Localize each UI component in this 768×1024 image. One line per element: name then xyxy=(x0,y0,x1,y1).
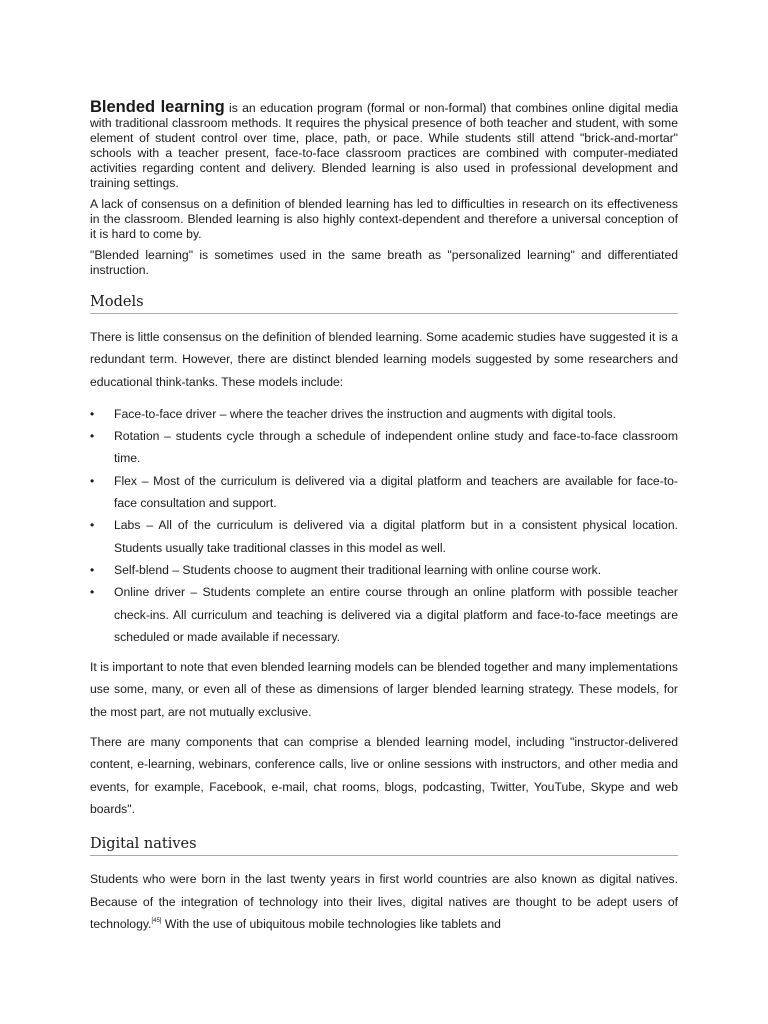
list-item xyxy=(90,403,678,425)
list-item xyxy=(90,514,678,559)
list-item-text: Rotation – students cycle through a schedule of independent online study and face-to-face classroom time. xyxy=(114,429,678,466)
intro-paragraph-1 xyxy=(90,100,678,191)
list-item xyxy=(90,559,678,581)
list-item-text: Labs – All of the curriculum is delivered via a digital platform but in a consistent physical location. Students usually take traditional classes in this model as well. xyxy=(114,518,678,555)
intro-paragraph-2: A lack of consensus on a definition of blended learning has led to difficulties in research on its effectiveness in the classroom. Blended learning is also highly context-dependent and therefore a universal conception of it is hard to come by. xyxy=(90,197,678,241)
digital-natives-text-b: With the use of ubiquitous mobile technologies like tablets and xyxy=(161,916,501,931)
lead-term: Blended learning xyxy=(90,98,225,116)
digital-natives-text-a: Students who were born in the last twenty years in first world countries are also known as digital natives. Because of the integration of technology into their lives, digital natives are thought to be adept users of technology. xyxy=(90,872,678,931)
models-list xyxy=(90,403,678,648)
list-item-text: Self-blend – Students choose to augment their traditional learning with online course work. xyxy=(114,562,602,577)
bullet-icon: • xyxy=(90,562,95,577)
citation-link[interactable]: [45] xyxy=(151,917,162,924)
digital-natives-heading: Digital natives xyxy=(90,836,678,856)
intro-text-a: is an education program (formal or non-formal) that combines online digital media with traditional classroom methods. It requires the physical presence of both teacher and student, with some element of student control over time, place, path, or pace. While students still attend "brick-and-mortar" schools with a teacher present, face-to-face classroom practices are combined with xyxy=(90,101,678,160)
intro-paragraph-3: "Blended learning" is sometimes used in the same breath as "personalized learning" and differentiated instruction. xyxy=(90,248,678,277)
computer-mediated-activities-link[interactable]: computer-mediated activities xyxy=(90,146,678,175)
document-page xyxy=(90,100,678,943)
models-components-paragraph: There are many components that can comprise a blended learning model, including "instructor-delivered content, e-learning, webinars, conference calls, live or online sessions with instructors, and other media and events, for example, Facebook, e-mail, chat rooms, blogs, podcasting, Twitter, YouTube, Skype and web boards". xyxy=(90,735,678,816)
list-item-text: Online driver – Students complete an entire course through an online platform with possible teacher check-ins. All curriculum and teaching is delivered via a digital platform and face-to-face meetings are scheduled or made available if necessary. xyxy=(114,585,678,644)
list-item-text: Face-to-face driver – where the teacher drives the instruction and augments with digital tools. xyxy=(114,406,616,421)
bullet-icon: • xyxy=(90,406,95,421)
models-heading: Models xyxy=(90,294,678,314)
digital-natives-paragraph xyxy=(90,868,678,935)
list-item xyxy=(90,425,678,470)
bullet-icon: • xyxy=(90,518,95,533)
bullet-icon: • xyxy=(90,473,95,488)
intro-text-b: regarding content and delivery. Blended learning is also used in professional development and training settings. xyxy=(90,161,678,190)
list-item xyxy=(90,581,678,648)
list-item xyxy=(90,470,678,515)
bullet-icon: • xyxy=(90,585,95,600)
models-note-paragraph: It is important to note that even blended learning models can be blended together and many implementations use some, many, or even all of these as dimensions of larger blended learning strategy. These models, for the most part, are not mutually exclusive. xyxy=(90,660,678,719)
list-item-text: Flex – Most of the curriculum is delivered via a digital platform and teachers are available for face-to-face consultation and support. xyxy=(114,473,678,511)
bullet-icon: • xyxy=(90,429,95,444)
models-intro-paragraph: There is little consensus on the definition of blended learning. Some academic studies have suggested it is a redundant term. However, there are distinct blended learning models suggested by some researchers and educational think-tanks. These models include: xyxy=(90,330,678,389)
